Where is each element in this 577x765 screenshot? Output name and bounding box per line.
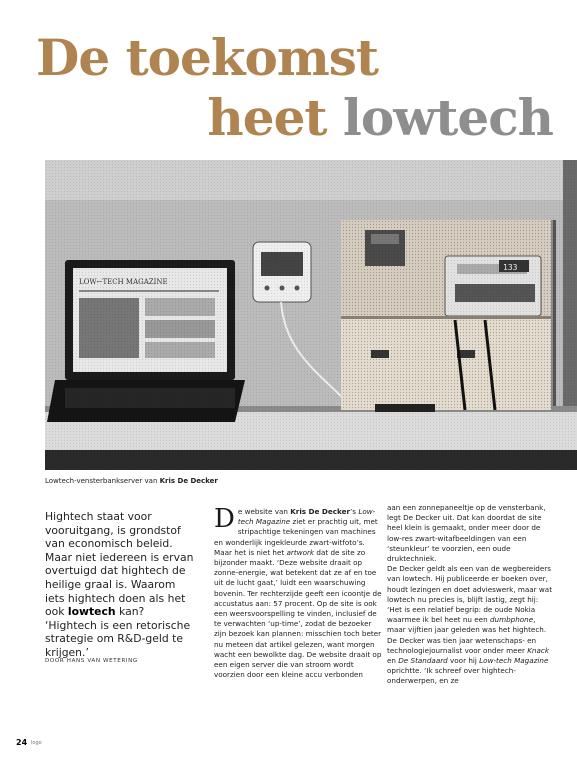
body-text: en — [387, 656, 399, 666]
headline-word-lowtech: lowtech — [326, 88, 553, 147]
lead-bold: lowtech — [67, 605, 116, 619]
byline: DOOR HANS VAN WETERING — [45, 658, 138, 664]
dropcap: D — [214, 504, 235, 534]
caption-name: Kris De Decker — [159, 477, 218, 485]
lead-text-2: kan? ‘Hightech is een retorische strategie om R&D-geld te krijgen.’ — [45, 605, 191, 659]
body-text: oprichtte. ‘Ik schreef over hightech-onderwerpen, en ze — [387, 666, 516, 686]
page-number: 24 — [16, 738, 28, 747]
headline — [0, 0, 577, 150]
body-column-2 — [387, 503, 555, 687]
body-name: Kris De Decker — [290, 507, 351, 516]
body-italic: dumbphone — [489, 615, 534, 625]
article-photo — [45, 160, 577, 470]
body-text: ziet er prachtig uit, met stripachtige tekeningen van machines en wonderlijk ingekleurde zwart-witfoto’s. Maar het is niet het — [214, 517, 378, 557]
body-italic: Low-tech Magazine — [237, 507, 376, 527]
photo-caption — [45, 477, 218, 485]
body-paragraph-3 — [387, 564, 555, 686]
article-lead — [45, 510, 195, 660]
body-italic: De Standaard — [398, 656, 448, 666]
body-paragraph-1 — [214, 504, 382, 680]
lead-text-1: Hightech staat voor vooruitgang, is grondstof van economisch beleid. Maar niet iedereen is ervan overtuigd dat hightech de heilige graal is. Waarom iets hightech doen als het ook — [45, 510, 194, 619]
body-text: voor hij — [447, 656, 480, 666]
body-italic: Low-tech Magazine — [479, 656, 549, 666]
body-italic: artwork — [286, 547, 315, 557]
body-text: dat de site zo bijzonder maakt. ‘Deze website draait op zonne-energie, wat betekent dat ze af en toe uit de lucht gaat,’ luidt een waarschuwing bovenin. Ter rechterzijde geeft een icoontje de accustatus aan: 57 procent. Op de site is ook een weersvoorspelling te vinden, inclusief de te verwachten ‘up-time’, zodat de bezoeker zijn bezoek kan plannen: misschien toch beter nu meteen dat artikel gelezen, want morgen wacht een bewolkte dag. De website draait op een eigen server die van stroom wordt voorzien door een kleine accu verbonden — [214, 547, 382, 680]
headline-line-2 — [207, 90, 553, 146]
body-text: , maar vijftien jaar geleden was het hightech. De Decker was tien jaar wetenschaps- en technologiejournalist voor onder meer — [387, 615, 547, 655]
photo-illustration — [45, 160, 577, 470]
body-text: ’s — [350, 507, 359, 516]
body-text: e website van — [237, 507, 291, 516]
body-italic: Knack — [527, 645, 550, 655]
headline-line-1: De toekomst — [36, 28, 378, 87]
headline-word-heet: heet — [207, 88, 327, 147]
body-paragraph-2: aan een zonnepaneeltje op de vensterbank, legt De Decker uit. Dat kan doordat de site heel klein is gemaakt, onder meer door de low-res zwart-witafbeeldingen van een ‘steunkleur’ te voorzien, een oude druktechniek. — [387, 503, 546, 564]
publication-logo: logo — [31, 740, 42, 746]
body-column-1 — [214, 504, 382, 680]
caption-text: Lowtech-vensterbankserver van — [45, 477, 160, 485]
body-text: De Decker geldt als een van de wegbereiders van lowtech. Hij publiceerde er boeken over, houdt lezingen en doet advieswerk, maar wat lowtech nu precies is, blijft lastig, zegt hij: ‘Het is een relatief begrip: de oude Nokia waarmee ik bel heet nu een — [387, 564, 553, 625]
